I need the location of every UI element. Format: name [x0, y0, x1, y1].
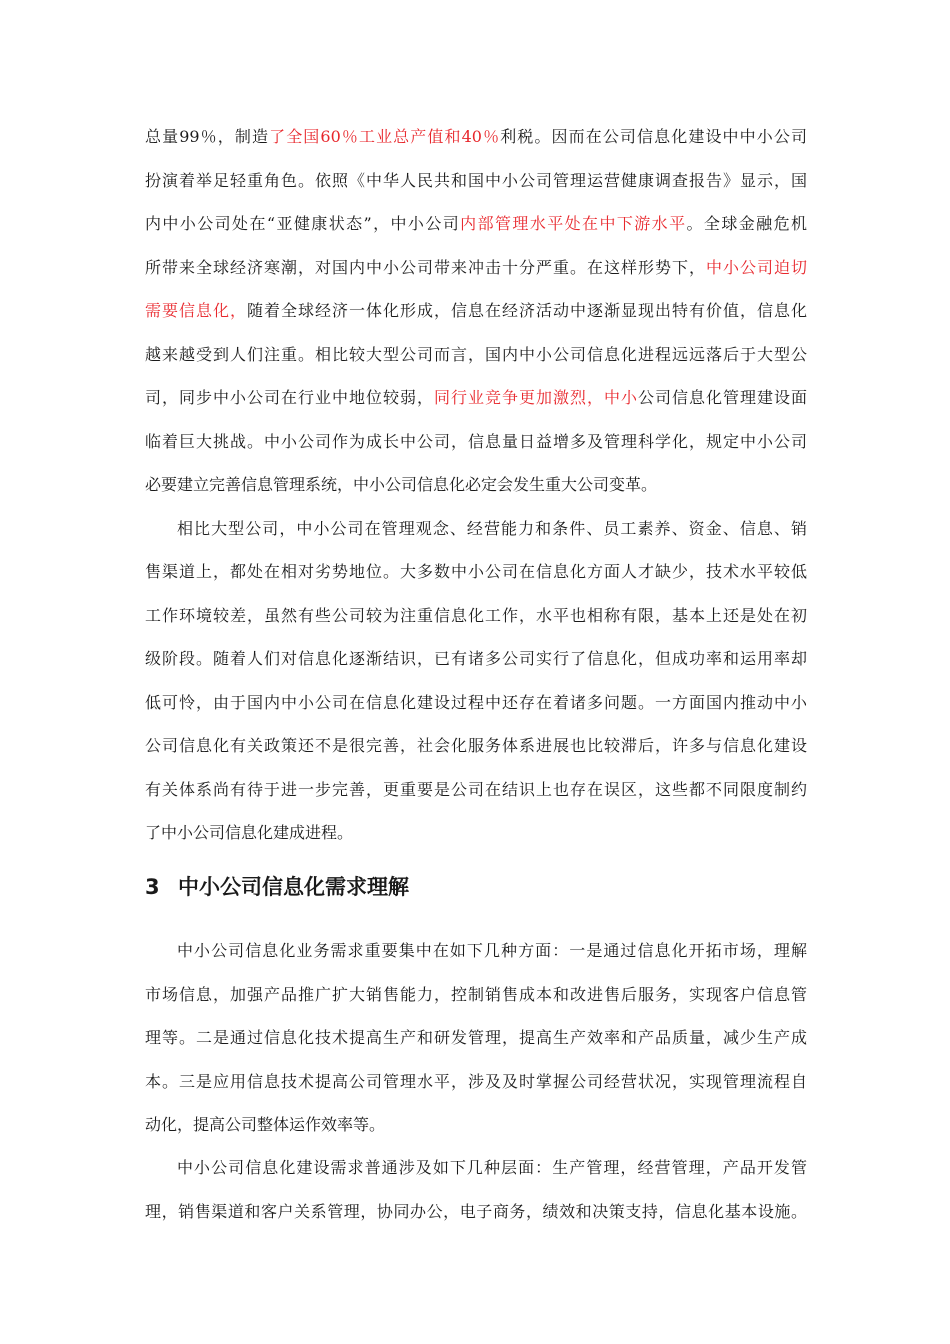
section-title: 中小公司信息化需求理解 — [178, 875, 409, 899]
highlighted-text: 中小公司迫切 — [705, 258, 807, 277]
paragraph-3-line-5: 动化，提高公司整体运作效率等。 — [145, 1115, 386, 1134]
paragraph-3-line-1: 中小公司信息化业务需求重要集中在如下几种方面：一是通过信息化开拓市场，理解 — [177, 941, 807, 960]
section-heading — [145, 874, 409, 900]
paragraph-2-line-6: 公司信息化有关政策还不是很完善，社会化服务体系进展也比较滞后，许多与信息化建设 — [145, 736, 807, 755]
paragraph-1-line-9: 必要建立完善信息管理系统，中小公司信息化必定会发生重大公司变革。 — [145, 475, 658, 494]
paragraph-2-line-1: 相比大型公司，中小公司在管理观念、经营能力和条件、员工素养、资金、信息、销 — [177, 519, 807, 538]
paragraph-2-line-2: 售渠道上，都处在相对劣势地位。大多数中小公司在信息化方面人才缺少，技术水平较低 — [145, 562, 807, 581]
highlighted-text: 内部管理水平处在中下游水平 — [460, 214, 687, 233]
paragraph-1-line-3 — [145, 214, 807, 234]
paragraph-3-line-3: 理等。二是通过信息化技术提高生产和研发管理，提高生产效率和产品质量，减少生产成 — [145, 1028, 807, 1047]
text-run: 利税。因而在公司信息化建设中中小公司 — [500, 127, 807, 146]
paragraph-4-line-1: 中小公司信息化建设需求普通涉及如下几种层面：生产管理，经营管理，产品开发管 — [177, 1158, 807, 1177]
text-run: 随着全球经济一体化形成，信息在经济活动中逐渐显现出特有价值，信息化 — [247, 301, 807, 320]
text-run: 所带来全球经济寒潮，对国内中小公司带来冲击十分严重。在这样形势下， — [145, 258, 706, 277]
paragraph-1-line-7 — [145, 388, 807, 408]
highlighted-text: 同行业竞争更加激烈，中小 — [433, 388, 638, 407]
paragraph-3-line-2: 市场信息，加强产品推广扩大销售能力，控制销售成本和改进售后服务，实现客户信息管 — [145, 985, 807, 1004]
paragraph-1-line-1 — [145, 127, 807, 147]
text-run: 司，同步中小公司在行业中地位较弱， — [145, 388, 434, 407]
highlighted-text: 了全国60％工业总产值和40％ — [269, 127, 501, 146]
paragraph-2-line-5: 低可怜，由于国内中小公司在信息化建设过程中还存在着诸多问题。一方面国内推动中小 — [145, 693, 807, 712]
section-number: 3 — [145, 875, 160, 899]
paragraph-1-line-8: 临着巨大挑战。中小公司作为成长中公司，信息量日益增多及管理科学化，规定中小公司 — [145, 432, 807, 451]
paragraph-1-line-5 — [145, 301, 807, 321]
paragraph-1-line-2: 扮演着举足轻重角色。依照《中华人民共和国中小公司管理运营健康调查报告》显示，国 — [145, 171, 807, 190]
paragraph-2-line-7: 有关体系尚有待于进一步完善，更重要是公司在结识上也存在误区，这些都不同限度制约 — [145, 780, 807, 799]
text-run: 。全球金融危机 — [686, 214, 807, 233]
paragraph-1-line-4 — [145, 258, 807, 278]
paragraph-1-line-6: 越来越受到人们注重。相比较大型公司而言，国内中小公司信息化进程远远落后于大型公 — [145, 345, 807, 364]
text-run: 总量99％，制造 — [145, 127, 270, 146]
highlighted-text: 需要信息化， — [145, 301, 247, 320]
text-run: 公司信息化管理建设面 — [637, 388, 807, 407]
paragraph-2-line-8: 了中小公司信息化建成进程。 — [145, 823, 354, 842]
paragraph-4-line-2: 理，销售渠道和客户关系管理，协同办公，电子商务，绩效和决策支持，信息化基本设施。 — [145, 1202, 807, 1221]
paragraph-2-line-3: 工作环境较差，虽然有些公司较为注重信息化工作，水平也相称有限，基本上还是处在初 — [145, 606, 807, 625]
paragraph-2-line-4: 级阶段。随着人们对信息化逐渐结识，已有诸多公司实行了信息化，但成功率和运用率却 — [145, 649, 807, 668]
text-run: 内中小公司处在“亚健康状态”，中小公司 — [145, 214, 461, 233]
paragraph-3-line-4: 本。三是应用信息技术提高公司管理水平，涉及及时掌握公司经营状况，实现管理流程自 — [145, 1072, 807, 1091]
